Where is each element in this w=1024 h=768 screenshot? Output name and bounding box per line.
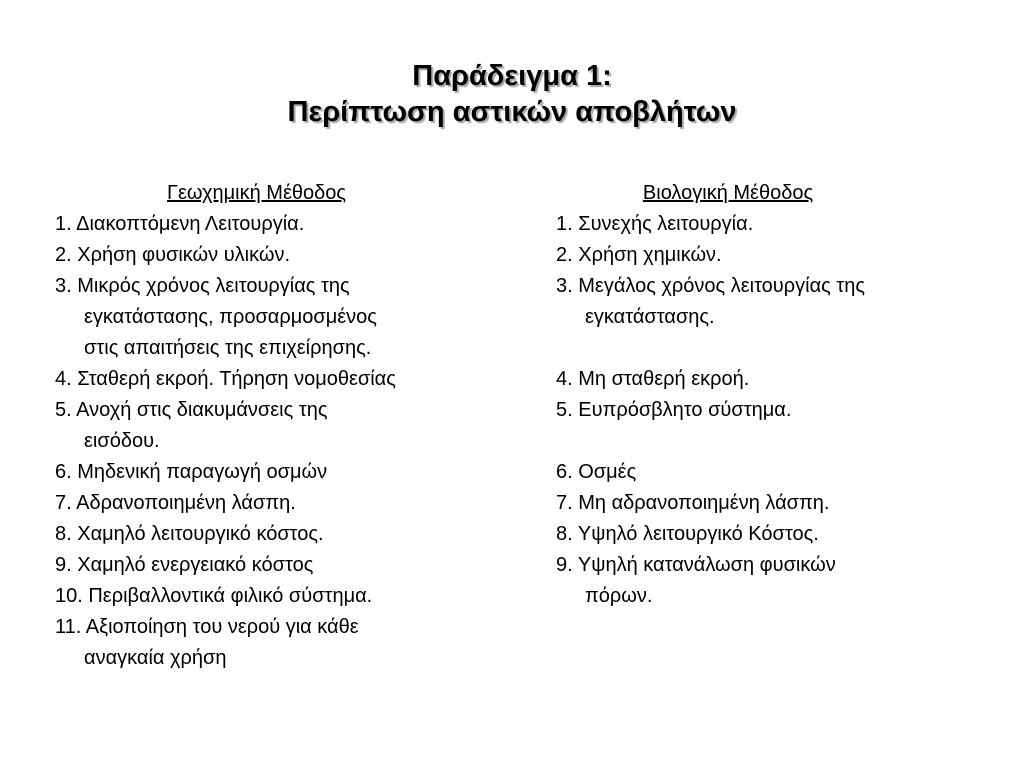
geochemical-method-heading: Γεωχημική Μέθοδος <box>167 182 346 204</box>
list-item-text: 7. Αδρανοποιημένη λάσπη. <box>55 492 296 514</box>
list-item <box>55 271 510 364</box>
list-item <box>55 519 510 550</box>
list-item-text-continued: πόρων. <box>585 585 653 607</box>
list-item <box>556 240 986 271</box>
list-item-text: 8. Υψηλό λειτουργικό Κόστος. <box>556 523 819 545</box>
list-item <box>556 550 986 612</box>
list-item-text: 4. Σταθερή εκροή. Τήρηση νομοθεσίας <box>55 368 396 390</box>
geochemical-method-list <box>55 209 510 674</box>
geochemical-method-column <box>55 178 510 674</box>
list-item-text: 2. Χρήση φυσικών υλικών. <box>55 244 291 266</box>
list-item <box>55 612 510 674</box>
list-item <box>55 364 510 395</box>
list-item <box>55 488 510 519</box>
list-item <box>556 395 986 426</box>
biological-method-column <box>556 178 986 612</box>
list-item-text: 4. Μη σταθερή εκροή. <box>556 368 750 390</box>
list-item-text-continued: στις απαιτήσεις της επιχείρησης. <box>84 337 372 359</box>
list-item-text: 3. Μεγάλος χρόνος λειτουργίας της <box>556 275 865 297</box>
list-item <box>55 240 510 271</box>
list-item-text: 6. Οσμές <box>556 461 637 483</box>
list-item <box>556 209 986 240</box>
list-item-text: 10. Περιβαλλοντικά φιλικό σύστημα. <box>55 585 373 607</box>
list-item <box>556 364 986 395</box>
list-item <box>556 457 986 488</box>
biological-method-list <box>556 209 986 612</box>
title-line-2: Περίπτωση αστικών αποβλήτων <box>287 96 737 128</box>
list-item <box>55 550 510 581</box>
list-item-text: 9. Χαμηλό ενεργειακό κόστος <box>55 554 314 576</box>
title-line-1: Παράδειγμα 1: <box>412 60 612 92</box>
list-item-text-continued: εγκατάστασης. <box>585 306 715 328</box>
biological-method-heading: Βιολογική Μέθοδος <box>642 182 814 204</box>
list-item-text-continued: αναγκαία χρήση <box>84 647 227 669</box>
list-item-text: 5. Ανοχή στις διακυμάνσεις της <box>55 399 328 421</box>
list-item <box>55 209 510 240</box>
slide-title <box>0 58 1024 130</box>
list-item-text: 6. Μηδενική παραγωγή οσμών <box>55 461 328 483</box>
list-item <box>55 395 510 457</box>
list-item <box>55 457 510 488</box>
list-item-text-continued: εισόδου. <box>84 430 160 452</box>
list-item-text: 1. Συνεχής λειτουργία. <box>556 213 754 235</box>
list-item-text: 7. Μη αδρανοποιημένη λάσπη. <box>556 492 830 514</box>
list-item-text: 1. Διακοπτόμενη Λειτουργία. <box>55 213 305 235</box>
list-item <box>556 488 986 519</box>
list-item-text: 8. Χαμηλό λειτουργικό κόστος. <box>55 523 324 545</box>
list-item-text: 5. Ευπρόσβλητο σύστημα. <box>556 399 792 421</box>
list-item-text: 2. Χρήση χημικών. <box>556 244 722 266</box>
list-item <box>556 271 986 333</box>
list-item <box>55 581 510 612</box>
list-item-text: 9. Υψηλή κατανάλωση φυσικών <box>556 554 836 576</box>
list-item-text: 11. Αξιοποίηση του νερού για κάθε <box>55 616 359 638</box>
list-item <box>556 519 986 550</box>
list-item-text-continued: εγκατάστασης, προσαρμοσμένος <box>84 306 377 328</box>
list-item-text: 3. Μικρός χρόνος λειτουργίας της <box>55 275 350 297</box>
